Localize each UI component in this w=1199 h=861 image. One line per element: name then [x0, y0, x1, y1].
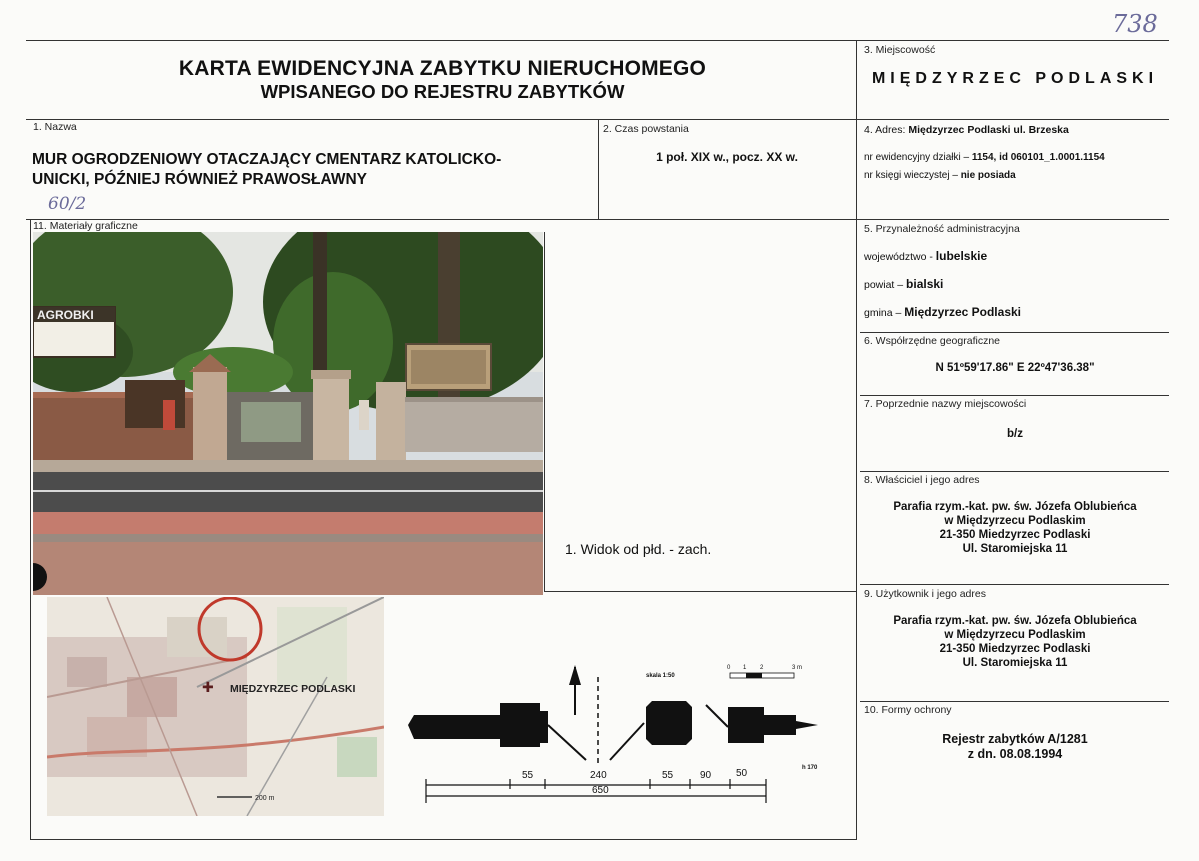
plan-drawing [400, 655, 840, 815]
scale-tick-0: 0 [727, 665, 731, 671]
owner-address [860, 500, 1170, 556]
protection-label: 10. Formy ochrony [864, 704, 952, 716]
prevnames-divider [860, 471, 1169, 472]
owner-line2: w Międzyrzecu Podlaskim [944, 515, 1086, 527]
county-label: powiat – [864, 279, 907, 291]
locality-value: MIĘDZYRZEC PODLASKI [871, 70, 1159, 87]
voivodeship-value: lubelskie [935, 249, 988, 263]
commune-value: Międzyrzec Podlaski [904, 305, 1021, 319]
monument-name-line1: MUR OGRODZENIOWY OTACZAJĄCY CMENTARZ KATOLICKO- [32, 151, 502, 168]
plan-wall-right [728, 707, 818, 743]
voivodeship-label: województwo - [864, 251, 936, 263]
registry-row [864, 170, 1016, 181]
card-subtitle: WPISANEGO DO REJESTRU ZABYTKÓW [260, 81, 625, 102]
dim-55-left: 55 [522, 770, 534, 781]
graphics-label: 11. Materiały graficzne [33, 220, 138, 232]
photo-caption: 1. Widok od płd. - zach. [565, 541, 712, 557]
monument-name-line2: UNICKI, PÓŹNIEJ RÓWNIEŻ PRAWOSŁAWNY [32, 171, 367, 188]
owner-label: 8. Właściciel i jego adres [864, 474, 980, 486]
left-border [30, 219, 31, 840]
user-address [860, 614, 1170, 670]
monument-name [32, 150, 592, 190]
plan-drawing-svg [400, 655, 840, 815]
card-title: KARTA EWIDENCYJNA ZABYTKU NIERUCHOMEGO [178, 57, 707, 80]
user-line3: 21-350 Miedzyrzec Podlaski [939, 643, 1091, 655]
map-scale-label: 200 m [255, 795, 275, 802]
handwritten-number: 738 [1112, 10, 1158, 38]
locality-label: 3. Miejscowość [864, 44, 936, 56]
date-label: 2. Czas powstania [603, 123, 689, 135]
map-cross-icon: ✚ [202, 679, 214, 695]
coords-label: 6. Współrzędne geograficzne [864, 335, 1000, 347]
plan-gate-pillar [646, 701, 692, 745]
dim-90: 90 [700, 770, 712, 781]
date-divider [598, 119, 599, 219]
scale-tick-2: 2 [760, 665, 764, 671]
protection-value [860, 732, 1170, 762]
name-label: 1. Nazwa [33, 121, 77, 133]
dim-total: 650 [592, 785, 609, 796]
plot-row [864, 152, 1105, 163]
site-photo-image [33, 232, 543, 595]
caption-left-border [544, 232, 545, 592]
plot-value: 1154, id 060101_1.0001.1154 [971, 152, 1105, 163]
plan-wall-left [408, 703, 548, 747]
plan-scale-label: skala 1:50 [646, 673, 675, 679]
coords-value: N 51º59'17.86" E 22º47'36.38" [935, 362, 1095, 374]
user-line2: w Międzyrzecu Podlaskim [944, 629, 1086, 641]
center-divider [856, 40, 857, 840]
dim-50: 50 [736, 768, 748, 779]
dim-240: 240 [590, 770, 607, 781]
site-photo [33, 232, 543, 595]
county-value: bialski [906, 277, 944, 291]
commune-label: gmina – [864, 307, 905, 319]
owner-line1: Parafia rzym.-kat. pw. św. Józefa Oblubieńca [893, 501, 1137, 513]
user-line4: Ul. Staromiejska 11 [962, 657, 1068, 669]
scale-tick-3: 3 m [792, 665, 803, 671]
county-row [864, 277, 943, 291]
protection-line2: z dn. 08.08.1994 [967, 747, 1063, 761]
address-value: Międzyrzec Podlaski ul. Brzeska [908, 124, 1069, 136]
dim-55-right: 55 [662, 770, 674, 781]
scale-tick-1: 1 [743, 665, 747, 671]
user-label: 9. Użytkownik i jego adres [864, 588, 986, 600]
admin-label: 5. Przynależność administracyjna [864, 223, 1020, 235]
owner-line4: Ul. Staromiejska 11 [962, 543, 1068, 555]
registry-label: nr księgi wieczystej – [864, 170, 961, 181]
bottom-border-left [30, 839, 856, 840]
handwritten-ref: 60/2 [48, 194, 87, 214]
plan-height-label: h 170 [802, 765, 818, 771]
owner-line3: 21-350 Miedzyrzec Podlaski [939, 529, 1091, 541]
user-divider [860, 701, 1169, 702]
caption-bottom-border [544, 591, 856, 592]
commune-row [864, 305, 1021, 319]
map-town-label: MIĘDZYRZEC PODLASKI [230, 683, 356, 695]
prevnames-value: b/z [1007, 428, 1023, 440]
user-line1: Parafia rzym.-kat. pw. św. Józefa Oblubieńca [893, 615, 1137, 627]
voivodeship-row [864, 249, 987, 263]
prevnames-label: 7. Poprzednie nazwy miejscowości [864, 398, 1027, 410]
name-divider [26, 219, 1169, 220]
address-label: 4. Adres: [864, 124, 906, 136]
location-map [47, 597, 384, 816]
registry-value: nie posiada [960, 170, 1016, 181]
owner-divider [860, 584, 1169, 585]
admin-divider [860, 332, 1169, 333]
location-map-image [47, 597, 384, 816]
date-value: 1 poł. XIX w., pocz. XX w. [656, 150, 798, 164]
photo-sign-text: AGROBKI [37, 308, 94, 322]
address-row [864, 124, 1069, 136]
protection-line1: Rejestr zabytków A/1281 [942, 732, 1088, 746]
plot-label: nr ewidencyjny działki – [864, 152, 972, 163]
coords-divider [860, 395, 1169, 396]
top-border [26, 40, 1169, 41]
